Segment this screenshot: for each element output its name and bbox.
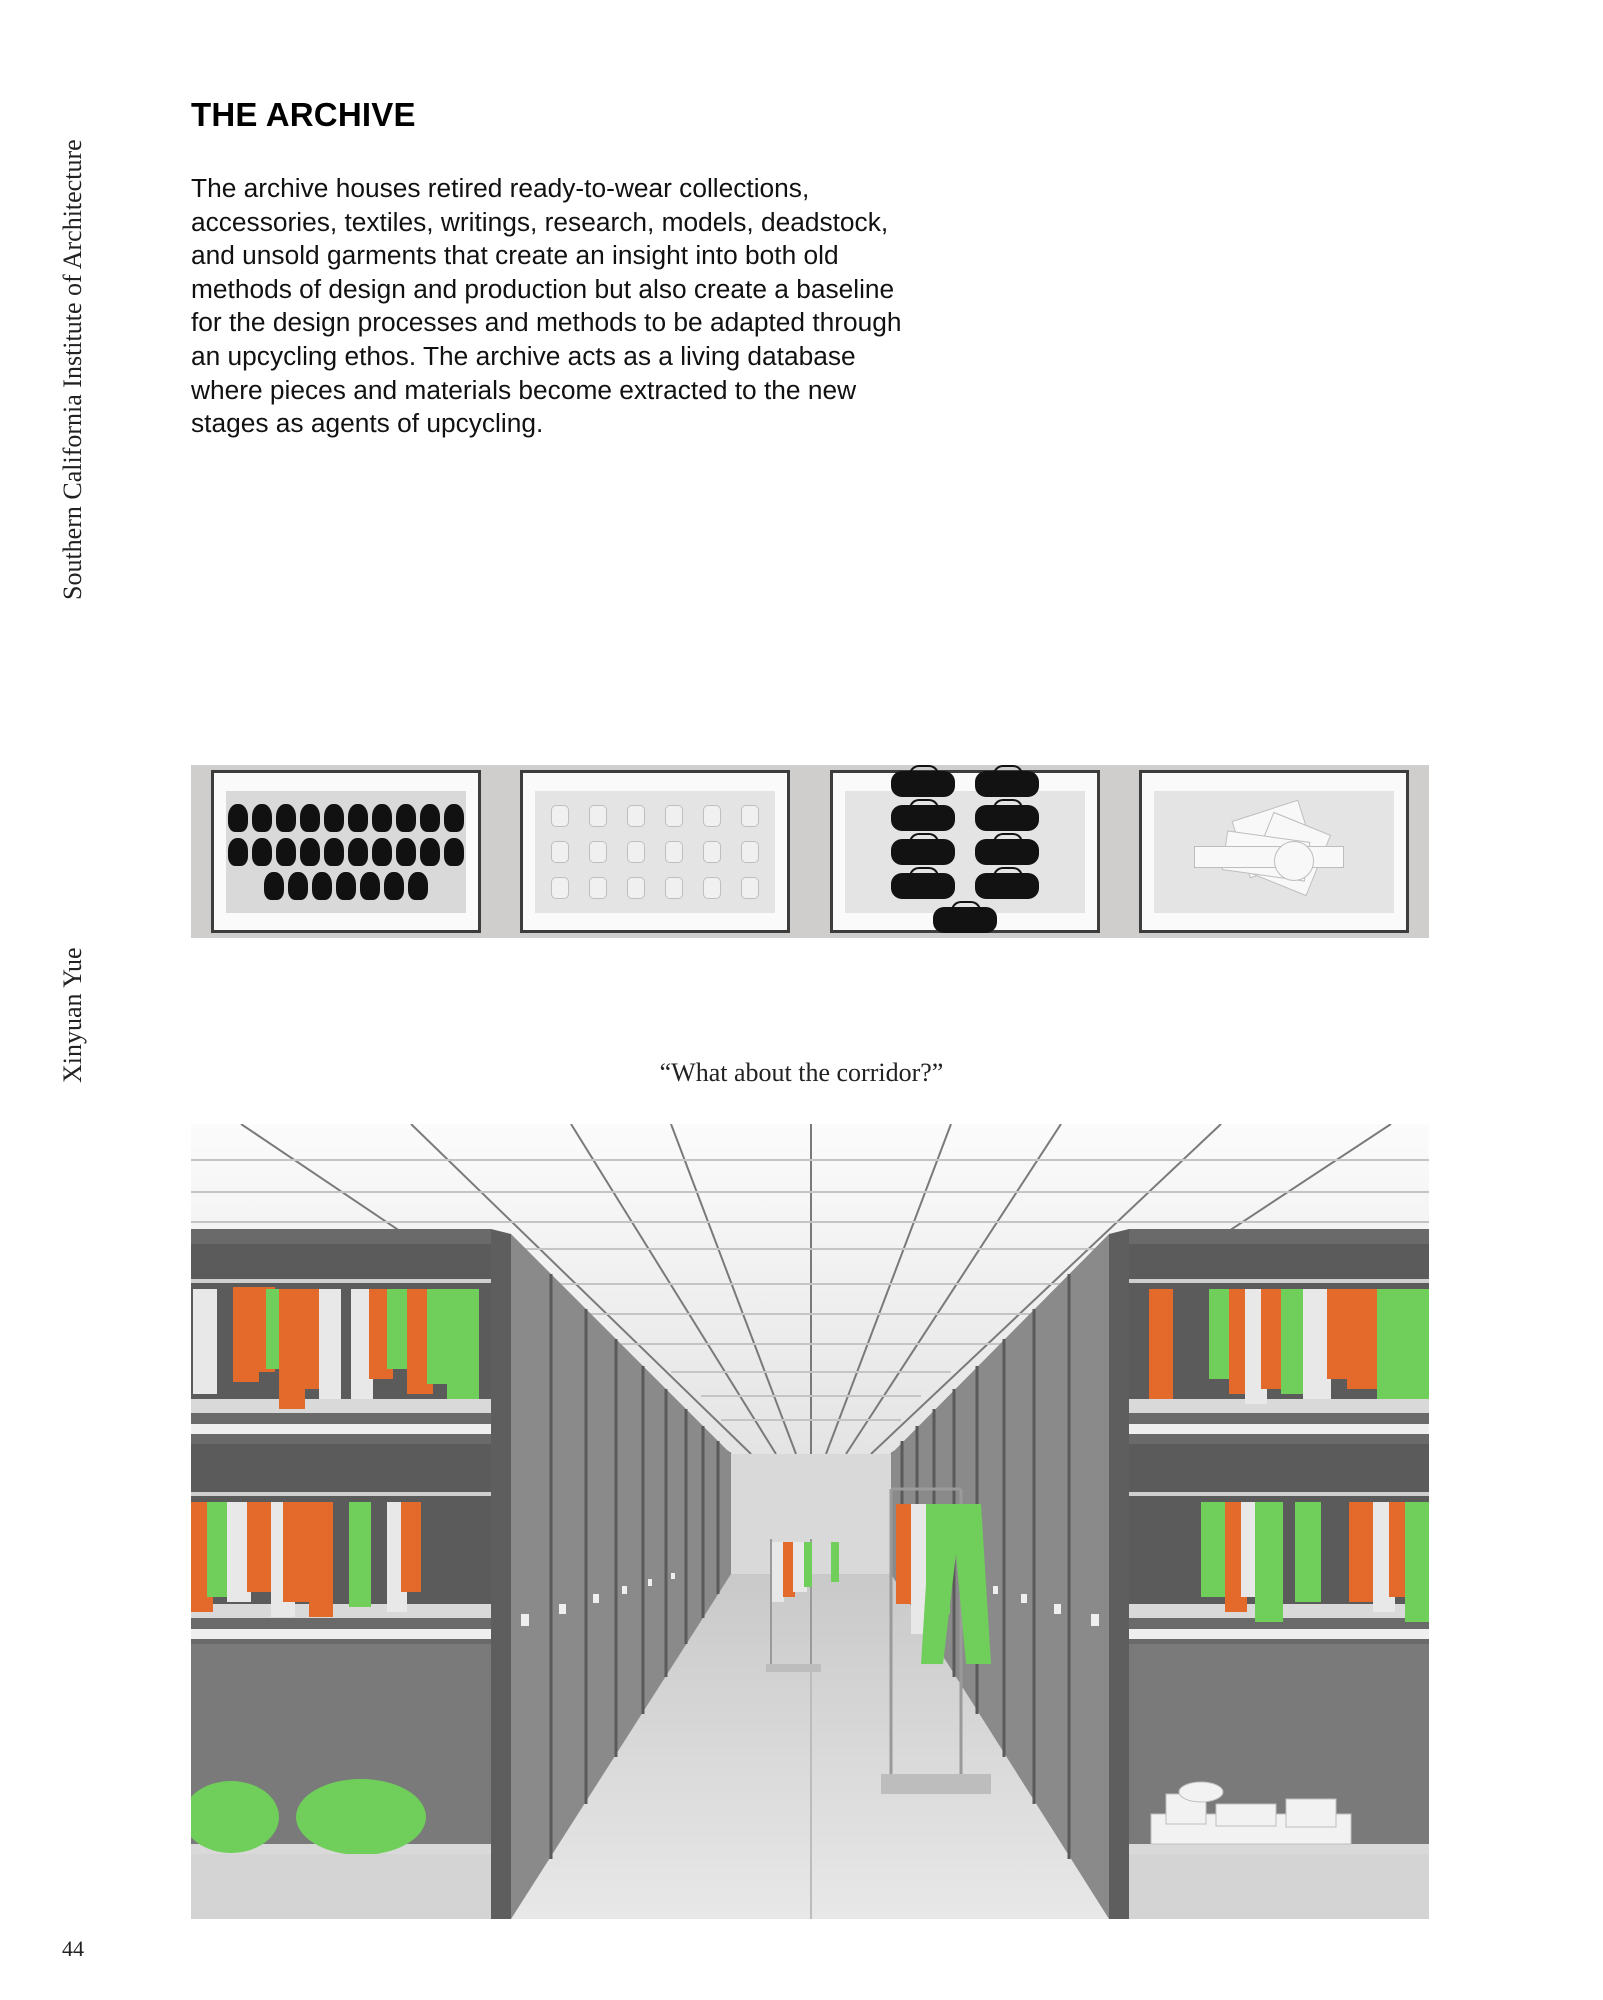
shoe-item: [276, 804, 296, 832]
shoe-item: [444, 804, 464, 832]
shoe-item: [276, 838, 296, 866]
page-number: 44: [62, 1936, 84, 1961]
glove-item: [703, 805, 721, 827]
glove-item: [665, 805, 683, 827]
glove-item: [741, 877, 759, 899]
shoe-item: [336, 872, 356, 900]
bag-item: [975, 771, 1039, 797]
glove-item: [551, 841, 569, 863]
glove-item: [551, 877, 569, 899]
shoe-item: [396, 838, 416, 866]
shoe-item: [312, 872, 332, 900]
bag-item: [933, 907, 997, 933]
shoe-item: [300, 804, 320, 832]
shoe-item: [288, 872, 308, 900]
shoe-item: [384, 872, 404, 900]
display-case-papers: [1139, 770, 1409, 933]
glove-item: [589, 805, 607, 827]
shoe-item: [420, 804, 440, 832]
shoe-item: [324, 838, 344, 866]
glove-item: [551, 805, 569, 827]
corridor-render: [191, 1124, 1429, 1919]
bag-item: [975, 839, 1039, 865]
shoe-item: [324, 804, 344, 832]
glove-item: [665, 841, 683, 863]
glove-item: [665, 877, 683, 899]
paper-model-image: [1154, 791, 1394, 913]
glove-item: [627, 805, 645, 827]
archive-corridor-illustration: [191, 1124, 1429, 1919]
glove-item: [589, 877, 607, 899]
glove-item: [741, 841, 759, 863]
shoe-item: [348, 804, 368, 832]
shoe-item: [228, 838, 248, 866]
display-case-bags: [830, 770, 1100, 933]
shoe-item: [372, 838, 392, 866]
glove-item: [627, 877, 645, 899]
glove-collection-image: [535, 791, 775, 913]
corridor-quote: “What about the corridor?”: [659, 1058, 944, 1087]
section-body: The archive houses retired ready-to-wear collections, accessories, textiles, writings, research, models, deadstock, and unsold garments that create an insight into both old methods of design and production but also create a baseline for the design processes and methods to be adapted through an upcycling ethos. The archive acts as a living database where pieces and materials become extracted to the new stages as agents of upcycling.: [191, 173, 902, 439]
bag-item: [891, 771, 955, 797]
glove-item: [741, 805, 759, 827]
shoe-item: [264, 872, 284, 900]
bag-collection-image: [845, 791, 1085, 913]
shoe-item: [360, 872, 380, 900]
shoe-item: [300, 838, 320, 866]
shoe-item: [228, 804, 248, 832]
glove-item: [589, 841, 607, 863]
shoe-item: [408, 872, 428, 900]
bag-item: [891, 805, 955, 831]
display-case-strip: [191, 765, 1429, 938]
bag-item: [975, 805, 1039, 831]
shoe-collection-image: [226, 791, 466, 913]
display-case-gloves: [520, 770, 790, 933]
bag-item: [975, 873, 1039, 899]
shoe-item: [252, 804, 272, 832]
section-title: THE ARCHIVE: [191, 96, 416, 133]
glove-item: [627, 841, 645, 863]
author-label: Xinyuan Yue: [58, 947, 87, 1083]
institution-label: Southern California Institute of Architecture: [58, 139, 87, 600]
shoe-item: [420, 838, 440, 866]
bag-item: [891, 839, 955, 865]
shoe-item: [396, 804, 416, 832]
shoe-item: [444, 838, 464, 866]
shoe-item: [372, 804, 392, 832]
bag-item: [891, 873, 955, 899]
shoe-item: [252, 838, 272, 866]
glove-item: [703, 841, 721, 863]
shoe-item: [348, 838, 368, 866]
display-case-shoes: [211, 770, 481, 933]
glove-item: [703, 877, 721, 899]
